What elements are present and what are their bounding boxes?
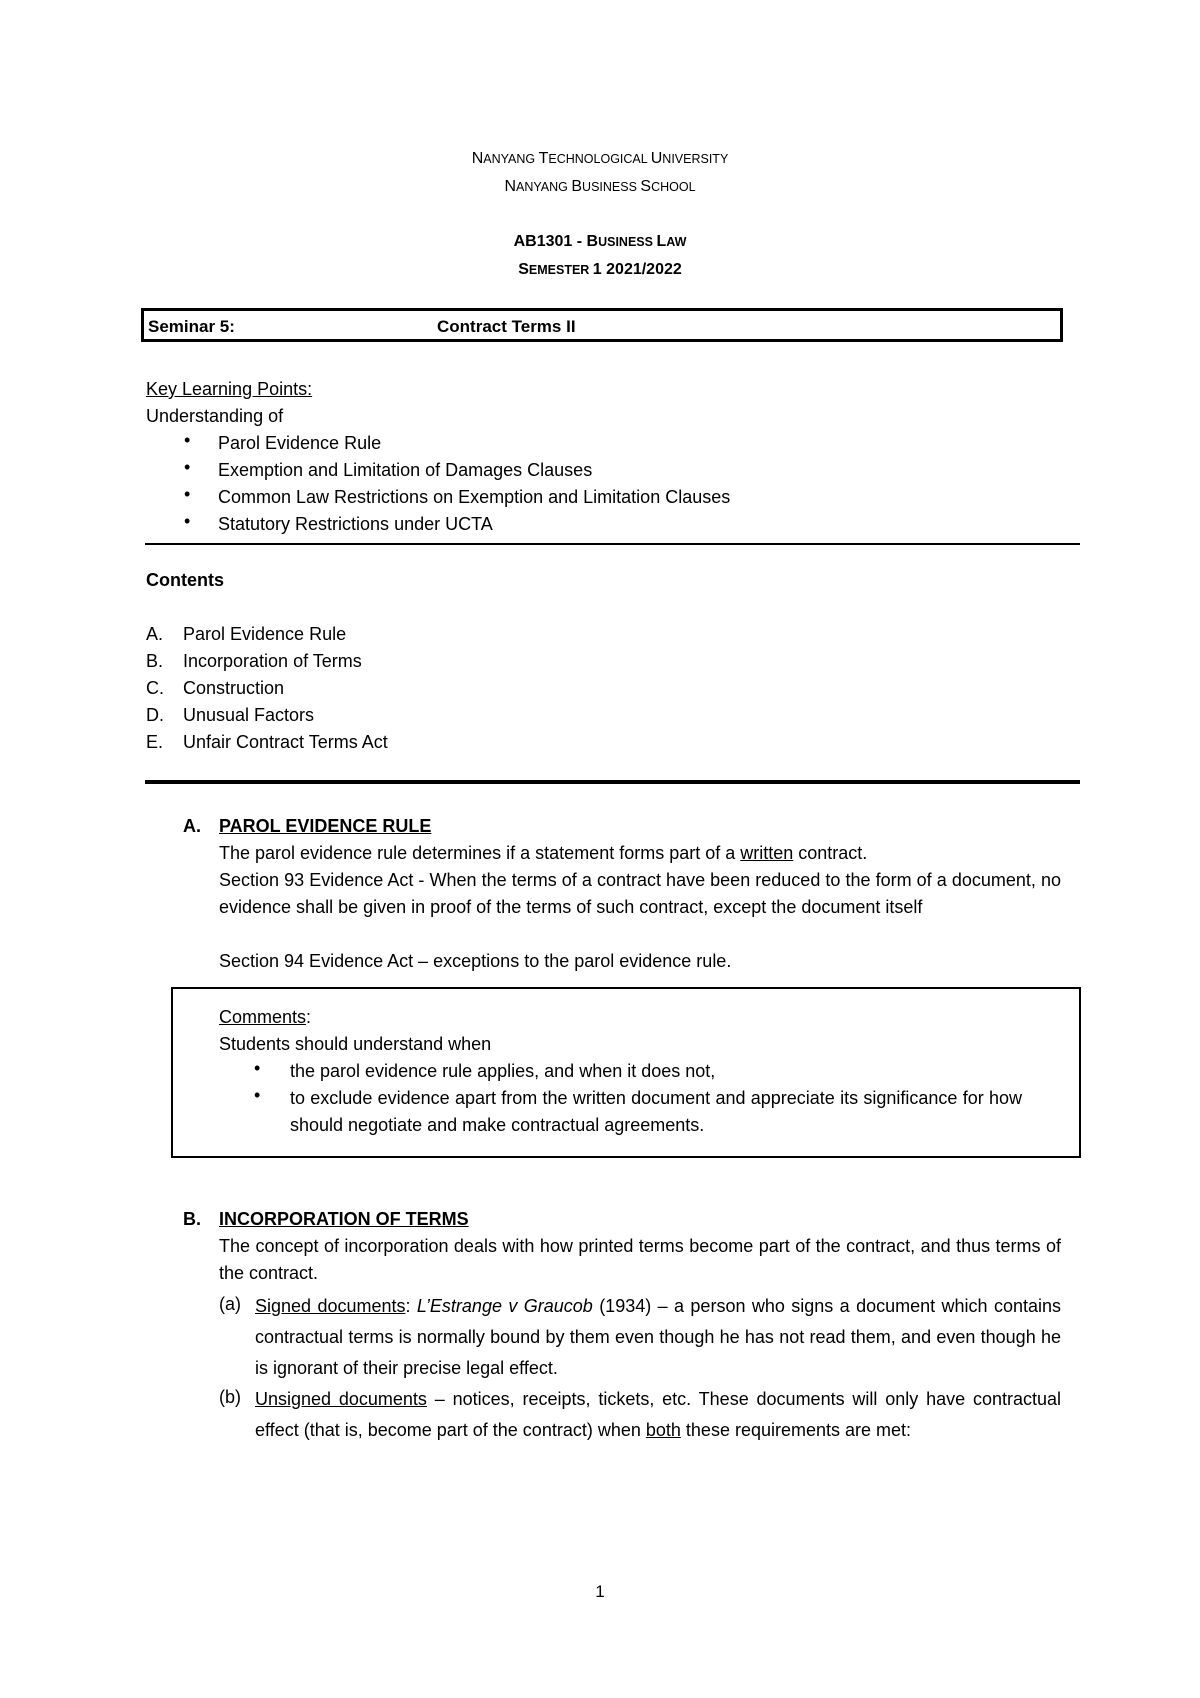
section-b-heading: INCORPORATION OF TERMS — [219, 1209, 469, 1229]
contents-letter: C. — [146, 678, 164, 698]
contents-item: Unusual Factors — [183, 705, 315, 725]
university-name: NANYANG TECHNOLOGICAL UNIVERSITY — [471, 150, 729, 167]
section-a-paragraph-1: The parol evidence rule determines if a statement forms part of a written contract. — [219, 843, 868, 863]
contents-letter: B. — [146, 651, 164, 671]
comments-heading: Comments: — [219, 1007, 312, 1027]
contents-item: Incorporation of Terms — [183, 651, 362, 671]
contents-item: Parol Evidence Rule — [183, 624, 347, 644]
course-title: AB1301 - BUSINESS LAW — [513, 233, 687, 250]
contents-letter: D. — [146, 705, 164, 725]
seminar-label: Seminar 5: — [148, 317, 235, 336]
bullet-icon: • — [254, 1085, 261, 1105]
seminar-box — [141, 308, 1063, 342]
item-b-label: (b) — [219, 1387, 241, 1407]
list-item: Parol Evidence Rule — [218, 433, 382, 453]
comments-intro: Students should understand when — [219, 1034, 492, 1054]
section-a-letter: A. — [183, 816, 201, 836]
page-number: 1 — [595, 1582, 605, 1601]
contents-letter: E. — [146, 732, 164, 752]
item-a-text: Signed documents: L’Estrange v Graucob (1934) – a person who signs a document which contains contractual terms is normally bound by them even though he has not read them, and even though he is ignorant of their precise legal effect. — [255, 1296, 1061, 1378]
section-b-paragraph-1: The concept of incorporation deals with how printed terms become part of the contract, and thus terms of the contract. — [219, 1236, 1061, 1283]
bullet-icon: • — [184, 457, 191, 477]
section-a-paragraph-2: Section 93 Evidence Act - When the terms of a contract have been reduced to the form of a document, no evidence shall be given in proof of the terms of such contract, except the document itself — [219, 870, 1061, 917]
contents-item: Construction — [183, 678, 285, 698]
comments-item: the parol evidence rule applies, and when it does not, — [290, 1061, 716, 1081]
bullet-icon: • — [254, 1058, 261, 1078]
contents-item: Unfair Contract Terms Act — [183, 732, 388, 752]
list-item: Exemption and Limitation of Damages Clauses — [218, 460, 593, 480]
list-item: Statutory Restrictions under UCTA — [218, 514, 493, 534]
school-name: NANYANG BUSINESS SCHOOL — [504, 178, 696, 195]
key-points-intro: Understanding of — [146, 406, 284, 426]
bullet-icon: • — [184, 511, 191, 531]
bullet-icon: • — [184, 484, 191, 504]
bullet-icon: • — [184, 430, 191, 450]
divider — [145, 543, 1080, 545]
item-a-label: (a) — [219, 1294, 241, 1314]
semester-line: SEMESTER 1 2021/2022 — [518, 261, 682, 278]
comments-item: to exclude evidence apart from the written document and appreciate its significance for how should negotiate and make contractual agreements. — [290, 1088, 1022, 1135]
list-item: Common Law Restrictions on Exemption and Limitation Clauses — [218, 487, 731, 507]
item-b-text: Unsigned documents – notices, receipts, tickets, etc. These documents will only have contractual effect (that is, become part of the contract) when both these requirements are met: — [255, 1389, 1061, 1440]
key-points-heading: Key Learning Points: — [146, 379, 313, 399]
divider — [145, 780, 1080, 784]
seminar-title: Contract Terms II — [437, 317, 576, 336]
section-a-paragraph-3: Section 94 Evidence Act – exceptions to the parol evidence rule. — [219, 951, 732, 971]
section-a-heading: PAROL EVIDENCE RULE — [219, 816, 432, 836]
contents-letter: A. — [146, 624, 164, 644]
section-b-letter: B. — [183, 1209, 201, 1229]
contents-heading: Contents — [146, 570, 224, 590]
